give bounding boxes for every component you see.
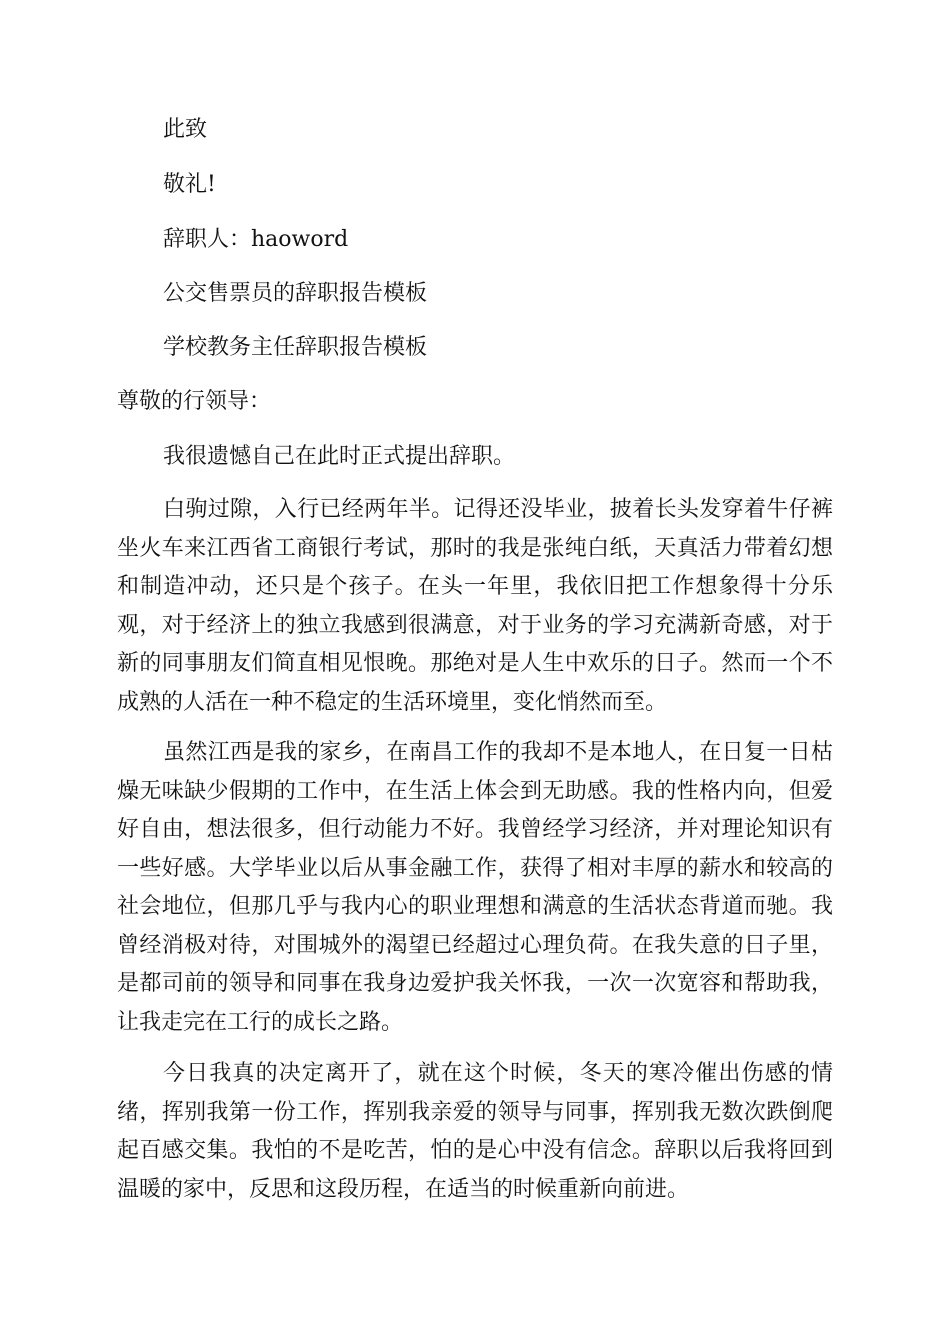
resigner-line: 辞职人：haoword [163, 227, 349, 252]
related-title-1: 公交售票员的辞职报告模板 [163, 281, 428, 306]
related-title-2: 学校教务主任辞职报告模板 [163, 335, 428, 360]
paragraph-3: 虽然江西是我的家乡，在南昌工作的我却不是本地人，在日复一日枯燥无味缺少假期的工作中，在生活上体会到无助感。我的性格内向，但爱好自由，想法很多，但行动能力不好。我曾经学习经济，并对理论知识有一些好感。大学毕业以后从事金融工作，获得了相对丰厚的薪水和较高的社会地位，但那几乎与我内心的职业理想和满意的生活状态背道而驰。我曾经消极对待，对围城外的渴望已经超过心理负荷。在我失意的日子里，是都司前的领导和同事在我身边爱护我关怀我，一次一次宽容和帮助我，让我走完在工行的成长之路。 [117, 740, 833, 1035]
paragraph-2: 白驹过隙，入行已经两年半。记得还没毕业，披着长头发穿着牛仔裤坐火车来江西省工商银行考试，那时的我是张纯白纸，天真活力带着幻想和制造冲动，还只是个孩子。在头一年里，我依旧把工作想象得十分乐观，对于经济上的独立我感到很满意，对于业务的学习充满新奇感，对于新的同事朋友们简直相见恨晚。那绝对是人生中欢乐的日子。然而一个不成熟的人活在一种不稳定的生活环境里，变化悄然而至。 [117, 497, 833, 715]
paragraph-4: 今日我真的决定离开了，就在这个时候，冬天的寒冷催出伤感的情绪，挥别我第一份工作，挥别我亲爱的领导与同事，挥别我无数次跌倒爬起百感交集。我怕的不是吃苦，怕的是心中没有信念。辞职以后我将回到温暖的家中，反思和这段历程，在适当的时候重新向前进。 [117, 1061, 833, 1202]
letter-addressee: 尊敬的行领导： [117, 389, 272, 414]
regards-line: 敬礼! [163, 172, 216, 197]
paragraph-1: 我很遗憾自己在此时正式提出辞职。 [163, 444, 516, 469]
salutation-line: 此致 [163, 117, 208, 142]
